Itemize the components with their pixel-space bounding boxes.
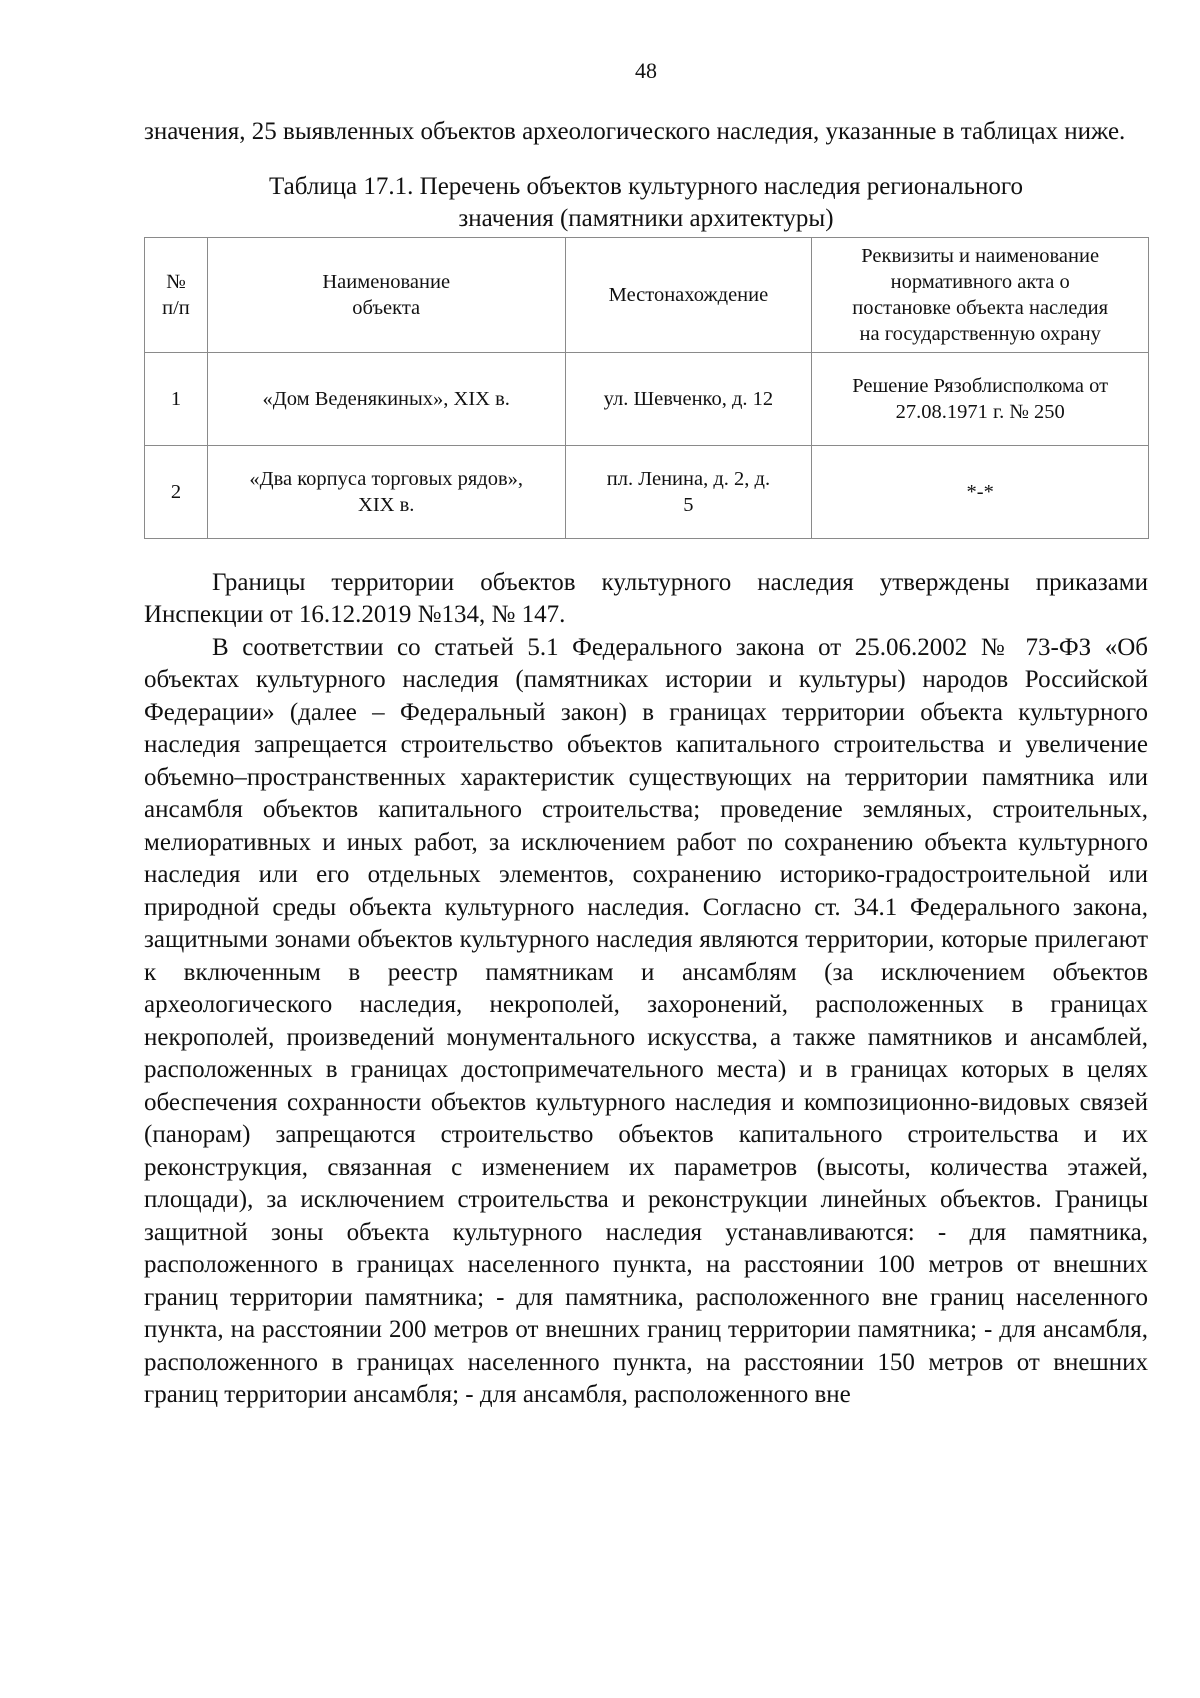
intro-paragraph: значения, 25 выявленных объектов археологического наследия, указанные в таблицах ниже.: [144, 118, 1126, 145]
table-caption-line: значения (памятники архитектуры): [458, 204, 834, 232]
header-location: Местонахождение: [565, 237, 812, 352]
cell-normative-act: Решение Рязоблисполкома от 27.08.1971 г. № 250: [812, 352, 1149, 445]
table-header-row: [145, 237, 1149, 352]
header-object-name: Наименование объекта: [207, 237, 565, 352]
body-paragraph: В соответствии со статьей 5.1 Федерального закона от 25.06.2002 № 73-ФЗ «Об объектах культурного наследия (памятниках истории и культуры) народов Российской Федерации» (далее – Федеральный закон) в границах территории объекта культурного наследия запрещается строительство объектов капитального строительства и увеличение объемно–пространственных характеристик существующих на территории памятника или ансамбля объектов капитального строительства; проведение земляных, строительных, мелиоративных и иных работ, за исключением работ по сохранению объекта культурного наследия или его отдельных элементов, сохранению историко-градостроительной или природной среды объекта культурного наследия. Согласно ст. 34.1 Федерального закона, защитными зонами объектов культурного наследия являются территории, которые прилегают к включенным в реестр памятникам и ансамблям (за исключением объектов археологического наследия, некрополей, захоронений, расположенных в границах некрополей, произведений монументального искусства, а также памятников и ансамблей, расположенных в границах достопримечательного места) и в границах которых в целях обеспечения сохранности объектов культурного наследия и композиционно-видовых связей (панорам) запрещаются строительство объектов капитального строительства и их реконструкция, связанная с изменением их параметров (высоты, количества этажей, площади), за исключением строительства и реконструкции линейных объектов. Границы защитной зоны объекта культурного наследия устанавливаются: - для памятника, расположенного в границах населенного пункта, на расстоянии 100 метров от внешних границ территории памятника; - для памятника, расположенного вне границ населенного пункта, на расстоянии 200 метров от внешних границ территории памятника; - для ансамбля, расположенного в границах населенного пункта, на расстоянии 150 метров от внешних границ территории ансамбля; - для ансамбля, расположенного вне: [144, 633, 1148, 1408]
table-row: [145, 445, 1149, 538]
cell-number: 1: [145, 352, 208, 445]
cell-location: ул. Шевченко, д. 12: [565, 352, 812, 445]
cell-location: пл. Ленина, д. 2, д. 5: [565, 445, 812, 538]
body-text: [144, 567, 1148, 1412]
cell-number: 2: [145, 445, 208, 538]
page-content: [144, 116, 1148, 1412]
table-caption: [144, 171, 1148, 235]
body-paragraph: Границы территории объектов культурного наследия утверждены приказами Инспекции от 16.12.2019 №134, № 147.: [144, 568, 1148, 628]
cell-normative-act: *-*: [812, 445, 1149, 538]
table-row: [145, 352, 1149, 445]
table-caption-line: Таблица 17.1. Перечень объектов культурного наследия регионального: [268, 172, 1024, 200]
header-number: № п/п: [145, 237, 208, 352]
header-normative-act: Реквизиты и наименование нормативного акта о постановке объекта наследия на государственную охрану: [812, 237, 1149, 352]
cell-object-name: «Дом Веденякиных», XIX в.: [207, 352, 565, 445]
cell-object-name: «Два корпуса торговых рядов», XIX в.: [207, 445, 565, 538]
page-number: 48: [635, 58, 657, 83]
heritage-objects-table: [144, 237, 1149, 539]
